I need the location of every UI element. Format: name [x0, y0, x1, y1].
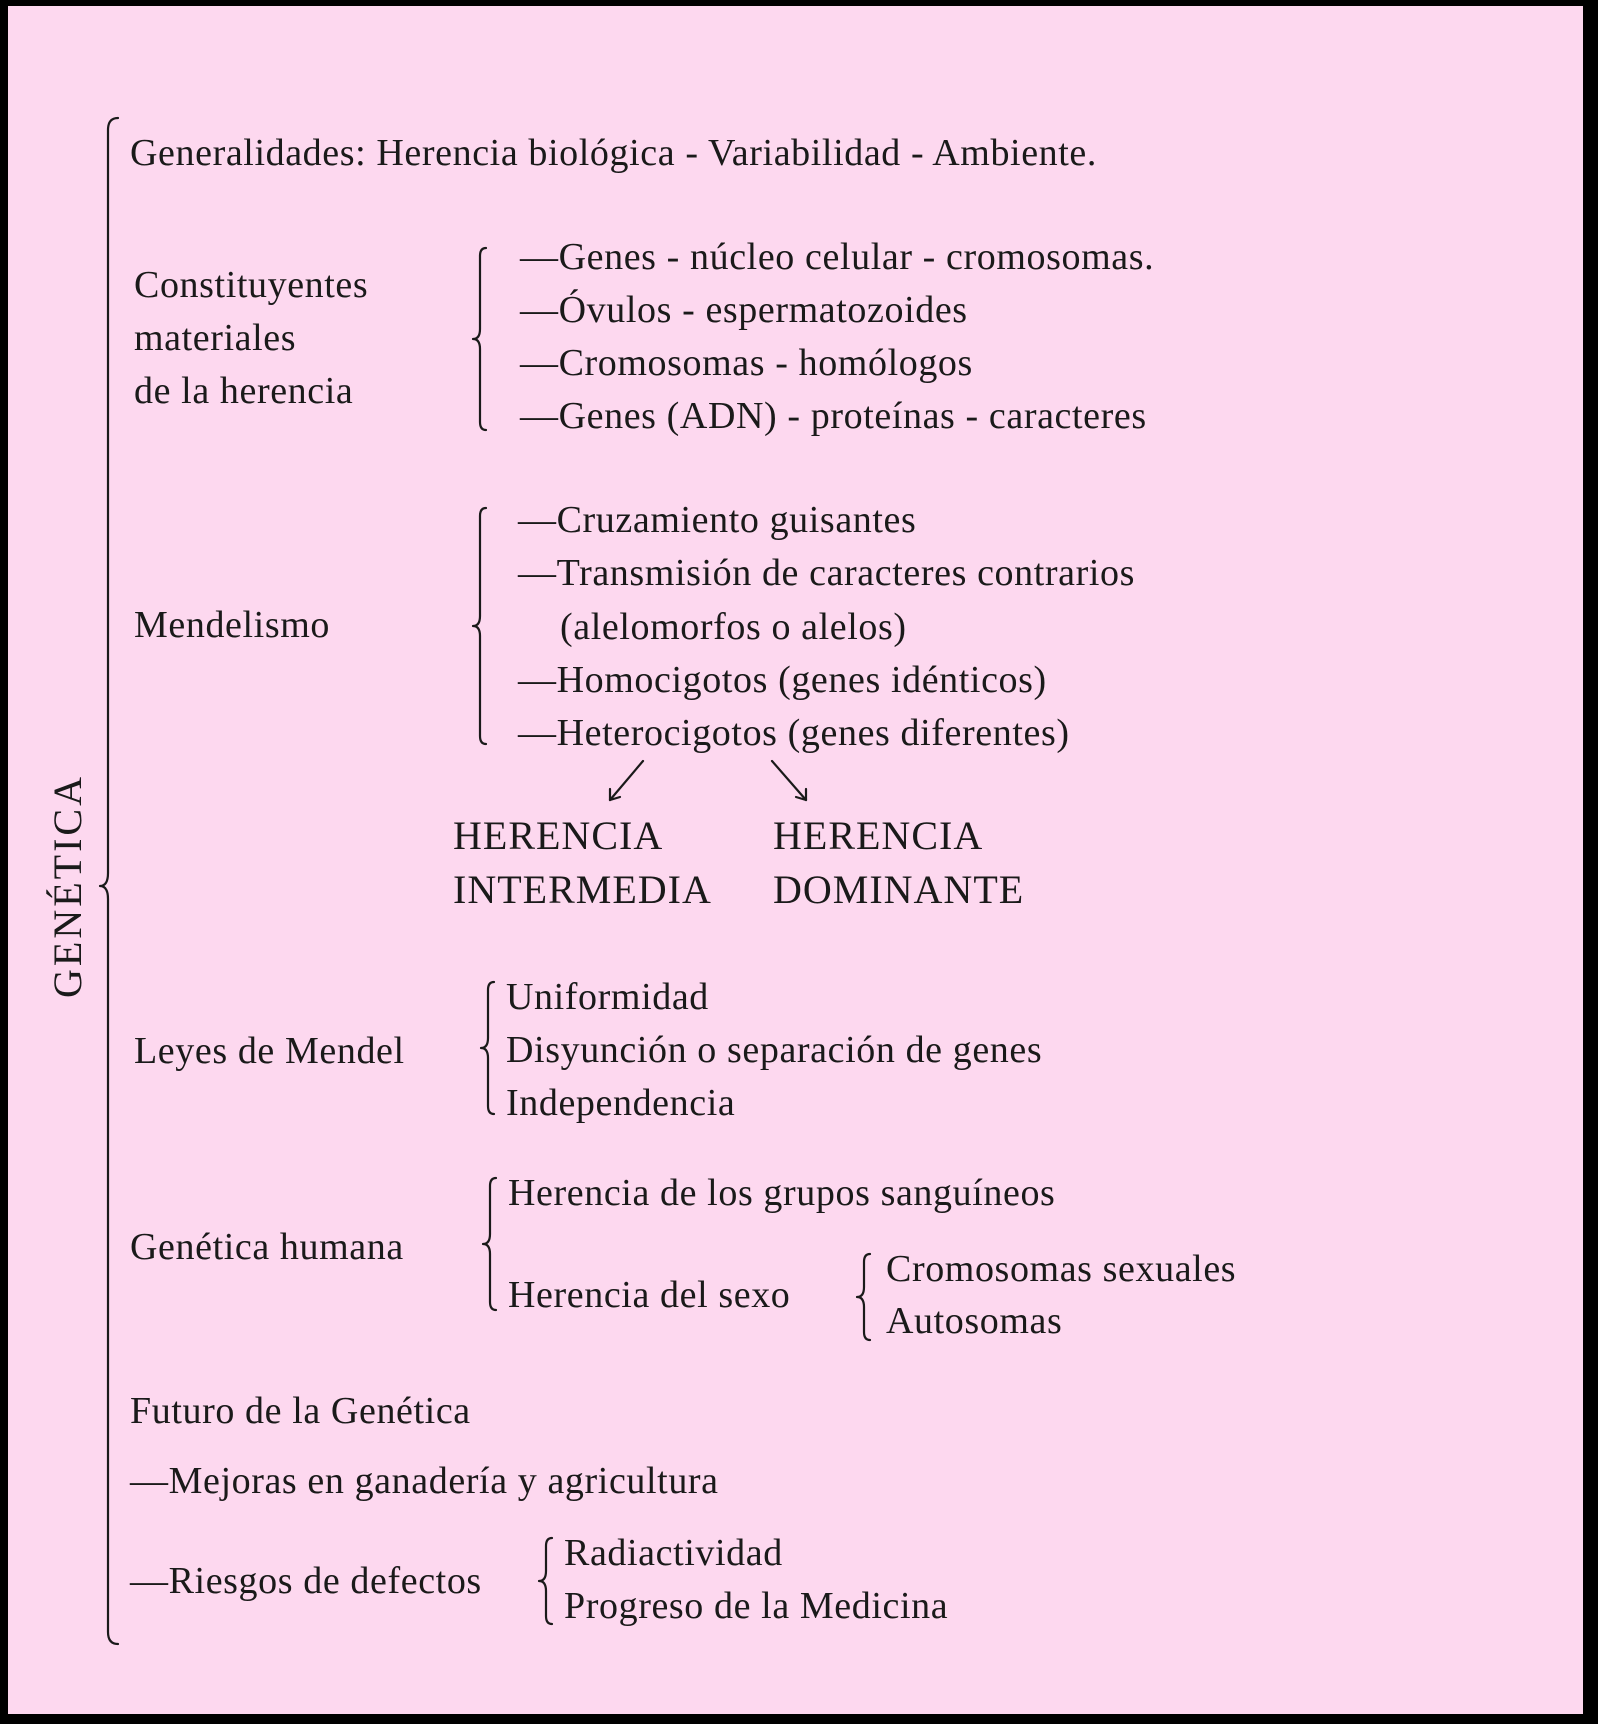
humana-item: Herencia de los grupos sanguíneos — [508, 1172, 1056, 1214]
humana-brace — [480, 1176, 500, 1312]
outcome-dominante-line1: HERENCIA — [773, 813, 984, 858]
outcome-dominante-line2: DOMINANTE — [773, 867, 1025, 912]
main-brace — [98, 116, 128, 1646]
constituyentes-brace — [470, 246, 490, 432]
diagram-panel — [8, 6, 1583, 1714]
arrow-dominante — [766, 758, 816, 808]
leyes-brace — [478, 980, 498, 1116]
generalidades-text: Generalidades: Herencia biológica - Variabilidad - Ambiente. — [130, 132, 1097, 174]
leyes-item: Independencia — [506, 1082, 736, 1124]
futuro-riesgos: —Riesgos de defectos — [130, 1560, 482, 1602]
humana-item: Herencia del sexo — [508, 1274, 791, 1316]
sexo-item: Cromosomas sexuales — [886, 1248, 1237, 1290]
mendelismo-item: —Heterocigotos (genes diferentes) — [518, 712, 1070, 754]
mendelismo-label: Mendelismo — [134, 604, 330, 646]
constituyentes-label-line1: Constituyentes — [134, 264, 369, 306]
constituyentes-item: —Óvulos - espermatozoides — [520, 289, 968, 331]
leyes-label: Leyes de Mendel — [134, 1030, 405, 1072]
mendelismo-item: (alelomorfos o alelos) — [560, 606, 907, 648]
leyes-item: Uniformidad — [506, 976, 709, 1018]
riesgos-item: Radiactividad — [564, 1532, 783, 1574]
outcome-intermedia-line1: HERENCIA — [453, 813, 664, 858]
sexo-item: Autosomas — [886, 1300, 1063, 1342]
mendelismo-item: —Transmisión de caracteres contrarios — [518, 552, 1136, 594]
constituyentes-item: —Cromosomas - homólogos — [520, 342, 973, 384]
futuro-mejoras: —Mejoras en ganadería y agricultura — [130, 1460, 719, 1502]
arrow-intermedia — [600, 758, 650, 808]
futuro-label: Futuro de la Genética — [130, 1390, 471, 1432]
mendelismo-brace — [470, 506, 490, 746]
sexo-brace — [854, 1252, 874, 1342]
constituyentes-item: —Genes (ADN) - proteínas - caracteres — [520, 395, 1147, 437]
diagram-title: GENÉTICA — [45, 774, 90, 998]
outcome-intermedia-line2: INTERMEDIA — [453, 867, 712, 912]
leyes-item: Disyunción o separación de genes — [506, 1029, 1043, 1071]
mendelismo-item: —Homocigotos (genes idénticos) — [518, 659, 1047, 701]
constituyentes-label-line3: de la herencia — [134, 370, 354, 412]
mendelismo-item: —Cruzamiento guisantes — [518, 499, 917, 541]
humana-label: Genética humana — [130, 1226, 404, 1268]
riesgos-item: Progreso de la Medicina — [564, 1585, 949, 1627]
riesgos-brace — [536, 1536, 556, 1626]
constituyentes-label-line2: materiales — [134, 317, 297, 359]
constituyentes-item: —Genes - núcleo celular - cromosomas. — [520, 236, 1155, 278]
